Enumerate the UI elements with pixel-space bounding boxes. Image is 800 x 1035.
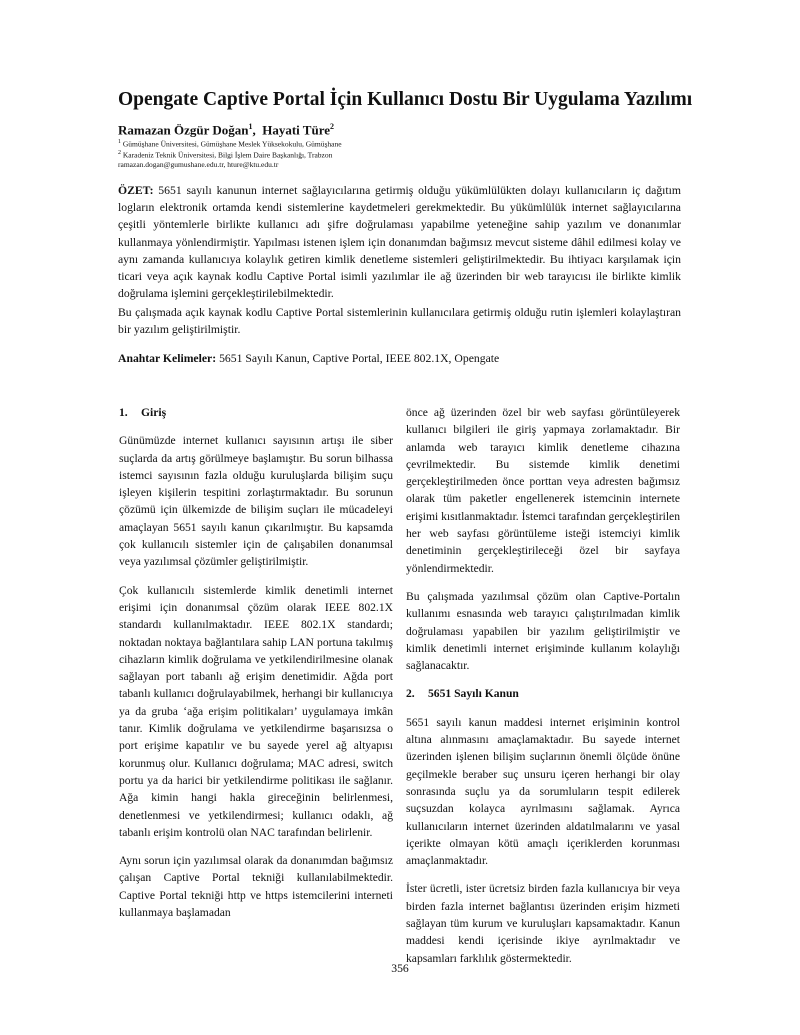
right-column (406, 404, 680, 978)
abstract-text: 5651 sayılı kanunun internet sağlayıcılarına getirmiş olduğu yükümlülükten dolayı kullanıcıların iç dağıtım logların elektronik ortamda kendi sistemlerine kaydetmeleri gerekmektedir. Bu yükümlülük internet sağlayıcılarına çeşitli yöntemlerle birlikte kullanıcı adı şifre doğrulaması yapabilme yeteneğine sahip yazılım ve donanımlar kullanmaya yönlendirmiştir. Yapılması istenen işlem için donanımdan bağımsız mevcut sisteme dâhil edilmesi kolay ve aynı zamanda kullanıcıya kolaylık getiren kimlik denetleme sistemleri geliştirilmektedir. Bu ihtiyacı karşılamak için ticari veya açık kaynak kodlu Captive Portal isimli yazılımlar ile ağ üzerinden bir web tarayıcısı ile birlikte kimlik doğrulama işlemini gerçekleştirilebilmektedir. (118, 184, 681, 301)
keywords-text: 5651 Sayılı Kanun, Captive Portal, IEEE 802.1X, Opengate (216, 352, 500, 365)
body-paragraph-continued: önce ağ üzerinden özel bir web sayfası görüntüleyerek kullanıcı bilgileri ile giriş yapmaya zorlamaktadır. Bir anlamda web tarayıcı kimlik denetleme cihazına çevrilmektedir. Bu sistemde kimlik denetimi gerçekleştirilmeden önce porttan veya adresten bağımsız olarak tüm paketler engellenerek istemcinin internete erişimi kısıtlanmaktadır. İstemci tarafından gerçekleştirilen her web sayfası görüntüleme isteği istemciyi kimlik denetiminin gerçekleştirileceği özel bir sayfaya yönlendirmektedir. (406, 406, 680, 575)
author-separator: , (252, 122, 263, 138)
affiliation-list (118, 138, 342, 170)
left-column (119, 404, 393, 932)
affiliation-superscript: 2 (118, 150, 121, 156)
section-title: Giriş (141, 406, 167, 419)
body-paragraph: İster ücretli, ister ücretsiz birden fazla kullanıcıya bir veya birden fazla internet bağlantısı üzerinden erişim hizmeti sağlayan tüm kurum ve kuruluşları kapsamaktadır. Kanun maddesi kendi içerisinde ikiye ayrılmaktadır ve kapsamları farklılık göstermektedir. (406, 882, 680, 965)
affiliation-line (118, 138, 342, 149)
keywords-label: Anahtar Kelimeler: (118, 352, 217, 365)
affiliation-text: Karadeniz Teknik Üniversitesi, Bilgi İşlem Daire Başkanlığı, Trabzon (121, 150, 333, 160)
section-number: 2. (406, 687, 415, 701)
abstract-label: ÖZET: (118, 184, 154, 197)
body-paragraph: 5651 sayılı kanun maddesi internet erişiminin kontrol altına alınmasını amaçlamaktadır. Bu sayede internet üzerinden işlenen bilişim suçlarının önemli ölçüde önüne geçilmekle beraber suç unsuru içeren herhangi bir olay sonrasında suçlu ya da sorumluların tespit edilerek suçsuzdan kolayca ayrılmasını sağlamak. Ayrıca kullanıcıların internet üzerinden aldatılmalarını ve yasal içerikte olmayan kötü amaçlı içeriklerden korunması amaçlanmaktadır. (406, 715, 680, 868)
author-list (118, 122, 334, 138)
section-heading-intro (119, 404, 393, 421)
body-paragraph: Bu çalışmada yazılımsal çözüm olan Captive-Portalın kullanımı esnasında web tarayıcı çalıştırılmadan kimlik doğrulaması yapabilen bir yazılım geliştirilmiştir ve kimlik denetimli internet erişiminde kullanım kolaylığı sağlanacaktır. (406, 589, 680, 673)
affiliation-superscript: 1 (118, 139, 121, 145)
body-paragraph: Aynı sorun için yazılımsal olarak da donanımdan bağımsız çalışan Captive Portal tekniği kullanılabilmektedir. Captive Portal tekniği http ve https istemcilerini interneti kullanmaya başlamadan (119, 854, 393, 920)
abstract (118, 182, 681, 302)
author-superscript: 1 (248, 122, 253, 131)
section-title: 5651 Sayılı Kanun (428, 687, 519, 701)
section-number: 1. (119, 406, 128, 419)
page-number: 356 (391, 962, 409, 975)
keywords (118, 350, 681, 367)
author-superscript: 2 (330, 122, 335, 131)
section-heading-law (406, 685, 680, 702)
author-name: Ramazan Özgür Doğan (118, 122, 249, 138)
abstract-paragraph-2: Bu çalışmada açık kaynak kodlu Captive Portal sistemlerinin kullanıcılara getirmiş olduğu rutin işlemleri kolaylaştıran bir yazılım geliştirilmiştir. (118, 306, 681, 337)
affiliation-text: Gümüşhane Üniversitesi, Gümüşhane Meslek Yüksekokulu, Gümüşhane (121, 139, 342, 149)
body-paragraph: Günümüzde internet kullanıcı sayısının artışı ile siber suçlarda da artış görülmeye başlamıştır. Bu sorun bilhassa istemci sayısının fazla olduğu kuruluşlarda bilişim suçu işleyen kişilerin tespitini zorlaştırmaktadır. Bu sorunun çözümü için ülkemizde de bilişim suçları ile mücadeleyi amaçlayan 5651 sayılı kanun çıkarılmıştır. Bu kapsamda çok kullanıcılı sistemler için de çalışabilen donanımsal veya yazılımsal çözümler geliştirilmiştir. (119, 434, 393, 569)
body-paragraph: Çok kullanıcılı sistemlerde kimlik denetimli internet erişimi için donanımsal çözüm olarak IEEE 802.1X standardı kullanılmaktadır. IEEE 802.1X standardı; noktadan noktaya bağlantılara sahip LAN portuna takılmış cihazların kimlik doğrulama ve yetkilendirilmesine olanak sağlayan port tabanlı ağ erişim denetimidir. Ağda port tabanlı kullanıcı doğrulayabilmek, herhangi bir kullanıcıya ya da gruba ‘ağa erişim politikaları’ uygulamaya imkân tanır. Kimlik doğrulama ve yetkilendirme başarısızsa o port erişime kapatılır ve bu sayede yerel ağ altyapısı korunmuş olur. Kullanıcı doğrulama; MAC adresi, switch portu ya da harici bir yetkilendirme politikası ile sağlanır. Ağa kimin hangi hakla gireceğinin belirlenmesi, denetlenmesi ve yetkilendirmesi; kullanıcı odaklı, ağ tabanlı erişim kontrolü olan NAC tarafından belirlenir. (119, 583, 393, 839)
paper-title: Opengate Captive Portal İçin Kullanıcı Dostu Bir Uygulama Yazılımı (118, 89, 693, 110)
author-name: Hayati Türe (262, 122, 331, 138)
affiliation-line (118, 149, 342, 160)
author-emails: ramazan.dogan@gumushane.edu.tr, hture@ktu.edu.tr (118, 160, 279, 169)
